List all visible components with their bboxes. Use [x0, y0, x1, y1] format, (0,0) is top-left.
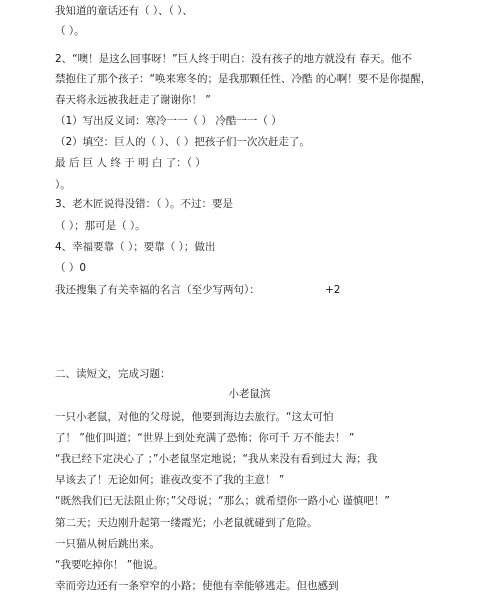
text-line-3: 2、“噢！是这么回事呀！”巨人终于明白：没有孩子的地方就没有 春天。他不 [55, 53, 412, 65]
story-line-1: 一只小老鼠，对他的父母说，他要到海边去旅行。“这太可怕 [55, 411, 334, 423]
story-line-6: 第二天；天边刚升起第一缕霞光；小老鼠就碰到了危险。 [55, 517, 318, 529]
section-heading: 二、读短文，完成习题： [55, 368, 171, 380]
story-title: 小老鼠滨 [228, 388, 271, 400]
text-line-13: （ ）0 [55, 262, 87, 274]
score-annotation: +2 [325, 284, 341, 296]
text-line-5: 春天将永远被我赶走了谢谢你！ ” [55, 94, 211, 106]
story-line-3: “我已经下定决心了 ；”小老鼠坚定地说；“我从来没有看到过大 海；我 [55, 453, 378, 465]
story-line-9: 幸而旁边还有一条窄窄的小路；使他有幸能够逃走。但也感到 [55, 580, 339, 592]
text-line-2: （ ）。 [55, 25, 85, 37]
text-line-12: 4、幸福要靠（ ）；要靠（ ）；做出 [55, 241, 216, 253]
text-line-10: 3、老木匠说得没错：（ ）。不过：要是 [55, 198, 234, 210]
text-line-1: 我知道的童话还有（ ）、（ ）、 [55, 5, 193, 17]
text-line-9: ）。 [55, 179, 71, 191]
story-line-7: 一只猫从树后跳出来。 [55, 538, 160, 550]
story-line-2: 了！ ”他们叫道；“世界上到处充满了恐怖；你可千 万不能去！ ” [55, 432, 355, 444]
story-line-5: “既然我们已无法阻止你；”父母说；“那么；就希望你一路小心 谨慎吧！” [55, 495, 390, 507]
text-line-11: （ ）；那可是（ ）。 [55, 220, 146, 232]
text-line-6: （1）写出反义词：寒冷一一（ ） 冷酷一一（ ） [55, 115, 282, 127]
story-line-8: “我要吃掉你！ ”他说。 [55, 559, 164, 571]
story-line-4: 早该去了！无论如何；谁夜改变不了我的主意！ ” [55, 474, 285, 486]
text-line-4: 禁抱住了那个孩子：“唤来寒冬的；是我那颗任性、冷酷 的心啊！要不是你提醒， [55, 73, 432, 85]
text-line-7: （2）填空：巨人的（ ）、（ ）把孩子们一次次赶走了。 [55, 136, 310, 148]
text-line-8: 最 后 巨 人 终 于 明 白 了：（ ） [55, 157, 206, 169]
text-line-14: 我还搜集了有关幸福的名言（至少写两句）： [55, 284, 260, 296]
